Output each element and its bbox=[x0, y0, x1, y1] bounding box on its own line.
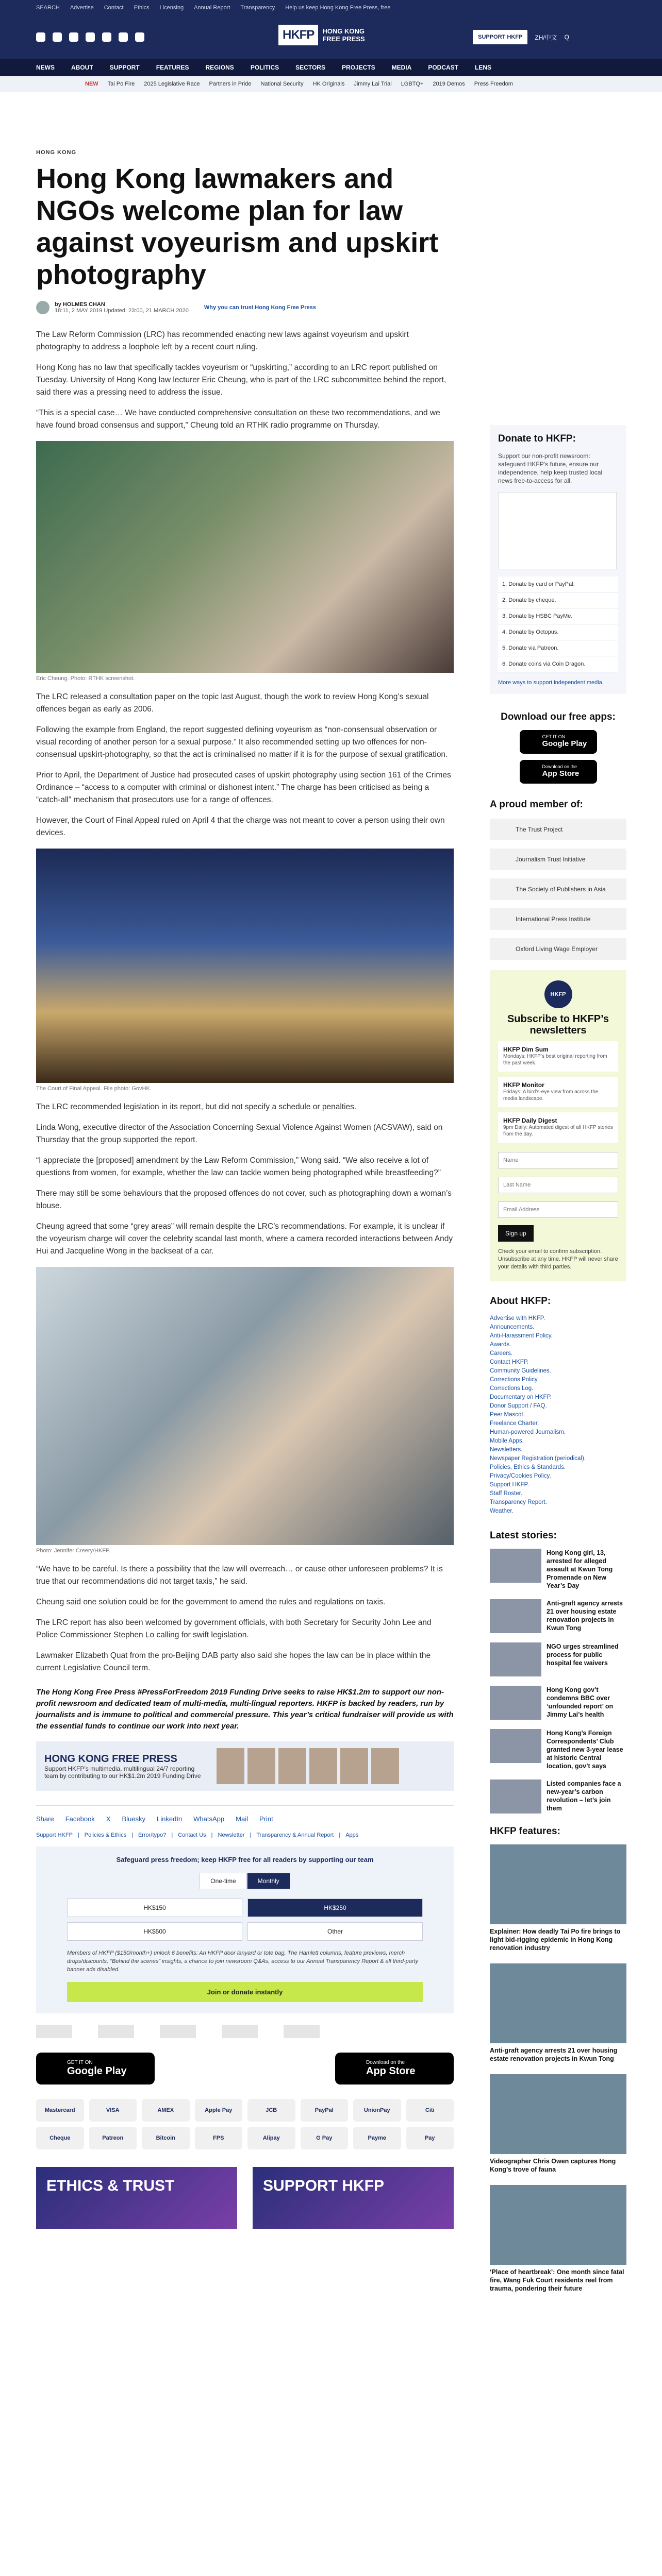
payment-payme: Payme bbox=[353, 2127, 401, 2149]
join-button[interactable]: Join or donate instantly bbox=[67, 1982, 423, 2002]
search-icon[interactable]: Q bbox=[564, 33, 569, 41]
figure bbox=[36, 849, 454, 1092]
feature-image[interactable] bbox=[490, 1844, 626, 1924]
store-name: Google Play bbox=[542, 739, 587, 748]
publish-date: 18:11, 2 MAY 2019 Updated: 23:00, 21 MARCH 2020 bbox=[55, 308, 189, 314]
trending-link[interactable]: 2019 Demos bbox=[433, 81, 465, 87]
tab-one-time[interactable]: One-time bbox=[200, 1873, 246, 1889]
about-link[interactable]: Weather. bbox=[490, 1508, 514, 1514]
member-logos bbox=[490, 819, 626, 960]
photo-smartphone[interactable] bbox=[36, 1267, 454, 1545]
story-thumbnail[interactable] bbox=[490, 1686, 541, 1720]
donate-option[interactable]: 3. Donate by HSBC PayMe. bbox=[498, 608, 618, 624]
trending-link[interactable]: 2025 Legislative Race bbox=[144, 81, 200, 87]
about-link[interactable]: Announcements. bbox=[490, 1324, 535, 1330]
newsletter-title: Subscribe to HKFP’s newsletters bbox=[507, 1013, 609, 1036]
sidebar-heading: Download our free apps: bbox=[501, 711, 616, 722]
about-link[interactable]: Newsletters. bbox=[490, 1447, 523, 1453]
donate-option[interactable]: 6. Donate coins via Coin Dragon. bbox=[498, 656, 618, 672]
donate-option[interactable]: 2. Donate by cheque. bbox=[498, 592, 618, 608]
about-link[interactable]: Staff Roster. bbox=[490, 1490, 523, 1497]
about-link[interactable]: Anti-Harassment Policy. bbox=[490, 1333, 553, 1339]
donate-option[interactable]: 4. Donate by Octopus. bbox=[498, 624, 618, 640]
donate-widget bbox=[36, 1846, 454, 2013]
payment-visa: VISA bbox=[89, 2099, 137, 2122]
photo-eric-cheung[interactable] bbox=[36, 441, 454, 673]
newsletter-name: HKFP Daily Digest bbox=[503, 1117, 557, 1124]
paragraph: Cheung agreed that some “grey areas” will remain despite the LRC’s recommendations. For example, it is unclear if the voyeurism charge will cover the celebrity scandal last month, where a camera recorded interactions between Andy Hui and Jacqueline Wong in the backseat of a car. bbox=[36, 1222, 453, 1256]
top-link[interactable]: Ethics bbox=[134, 5, 150, 11]
store-name: Google Play bbox=[67, 2065, 127, 2077]
member-logo[interactable]: International Press Institute bbox=[490, 908, 626, 930]
author-avatar bbox=[36, 301, 49, 314]
feature-title[interactable]: Videographer Chris Owen captures Hong Kong’s trove of fauna bbox=[490, 2158, 616, 2173]
paragraph: Following the example from England, the report suggested defining voyeurism as “non-consensual observation or visual recording of another person for a sexual purpose.” It also recommended setting up two offences for non-consensual upskirt-photography, so that the act is criminalised no matter if it is for the purpose of sexual gratification. bbox=[36, 725, 448, 759]
newsletter-desc: Fridays: A bird’s-eye view from across the media landscape. bbox=[503, 1089, 599, 1101]
payment-amex: AMEX bbox=[142, 2099, 190, 2122]
trending-link[interactable]: Partners in Pride bbox=[209, 81, 252, 87]
newsletter-option[interactable] bbox=[498, 1112, 618, 1143]
payment-paypal: PayPal bbox=[301, 2099, 349, 2122]
story-title[interactable]: NGO urges streamlined process for public hospital fee waivers bbox=[547, 1643, 619, 1667]
latest-stories bbox=[490, 1549, 626, 1814]
story-thumbnail[interactable] bbox=[490, 1780, 541, 1814]
newsletter-box bbox=[490, 970, 626, 1281]
newsletter-desc: 9pm Daily: Automated digest of all HKFP stories from the day. bbox=[503, 1125, 613, 1137]
payment-gpay: G Pay bbox=[301, 2127, 349, 2149]
story-thumbnail[interactable] bbox=[490, 1729, 541, 1763]
member-logo[interactable] bbox=[222, 2025, 258, 2038]
funding-drive bbox=[36, 1687, 454, 1791]
feature-image[interactable] bbox=[490, 1963, 626, 2043]
member-logo[interactable]: The Trust Project bbox=[490, 819, 626, 840]
footer-link[interactable]: Newsletter bbox=[218, 1832, 245, 1838]
top-link[interactable]: Advertise bbox=[70, 5, 94, 11]
about-link[interactable]: Peer Mascot. bbox=[490, 1412, 525, 1418]
paragraph: “This is a special case… We have conducted comprehensive consultation on these two recommendations, and we have found broad consensus and support,” Cheung told an RTHK radio programme on Thursday. bbox=[36, 409, 440, 430]
hkfp-badge: HKFP bbox=[544, 980, 572, 1008]
payment-cheque: Cheque bbox=[36, 2127, 84, 2149]
footer-link[interactable]: Policies & Ethics bbox=[84, 1832, 127, 1838]
about-link[interactable]: Transparency Report. bbox=[490, 1499, 547, 1505]
trust-link[interactable]: Why you can trust Hong Kong Free Press bbox=[204, 304, 316, 311]
nav-item[interactable]: SECTORS bbox=[295, 64, 325, 71]
name-field[interactable] bbox=[498, 1152, 618, 1168]
donate-option[interactable]: 1. Donate by card or PayPal. bbox=[498, 577, 618, 592]
team-photo bbox=[371, 1748, 399, 1784]
paragraph: Linda Wong, executive director of the Association Concerning Sexual Violence Against Women (ACSVAW), said on Thursday that the group supported the report. bbox=[36, 1123, 443, 1144]
top-link[interactable]: SEARCH bbox=[36, 5, 60, 11]
team-photo bbox=[217, 1748, 244, 1784]
story-thumbnail[interactable] bbox=[490, 1599, 541, 1633]
nav-item[interactable]: REGIONS bbox=[205, 64, 234, 71]
feature-title[interactable]: ‘Place of heartbreak’: One month since fatal fire, Wang Fuk Court residents reel from trauma, pondering their future bbox=[490, 2268, 624, 2292]
facebook-icon[interactable] bbox=[36, 32, 45, 42]
member-logo[interactable]: The Society of Publishers in Asia bbox=[490, 878, 626, 900]
trending-link[interactable]: Tai Po Fire bbox=[107, 81, 135, 87]
paragraph: “I appreciate the [proposed] amendment by the Law Reform Commission,” Wong said. “We also receive a lot of questions from women, for example, whether the law can tackle women being photographed while breastfeeding?” bbox=[36, 1156, 441, 1177]
member-logo[interactable] bbox=[98, 2025, 134, 2038]
about-link[interactable]: Support HKFP. bbox=[490, 1482, 529, 1488]
feature-title[interactable]: Anti-graft agency arrests 21 over housing estate renovation projects in Kwun Tong bbox=[490, 2047, 618, 2062]
caption: The Court of Final Appeal. File photo: GovHK. bbox=[36, 1086, 152, 1092]
payment-unionpay: UnionPay bbox=[353, 2099, 401, 2122]
amount-option[interactable]: Other bbox=[247, 1922, 423, 1941]
banner-title: HONG KONG FREE PRESS bbox=[44, 1753, 177, 1765]
story-title[interactable]: Anti-graft agency arrests 21 over housing estate renovation projects in Kwun Tong bbox=[547, 1600, 623, 1632]
amount-option[interactable]: HK$150 bbox=[67, 1899, 242, 1917]
story-title[interactable]: Hong Kong gov’t condemns BBC over ‘unfounded report’ on Jimmy Lai’s health bbox=[547, 1686, 614, 1718]
google-play-button[interactable] bbox=[520, 730, 597, 754]
app-store-button[interactable] bbox=[520, 760, 597, 784]
share-whatsapp[interactable]: WhatsApp bbox=[193, 1815, 225, 1823]
store-caption: GET IT ON bbox=[542, 734, 566, 739]
about-link[interactable]: Documentary on HKFP. bbox=[490, 1394, 552, 1400]
nav-item[interactable]: LENS bbox=[474, 64, 491, 71]
story-item[interactable] bbox=[490, 1729, 626, 1770]
store-name: App Store bbox=[366, 2065, 416, 2077]
nav-item[interactable]: POLITICS bbox=[250, 64, 279, 71]
store-caption: GET IT ON bbox=[67, 2060, 93, 2065]
main-nav bbox=[0, 59, 662, 76]
member-logo[interactable]: Oxford Living Wage Employer bbox=[490, 938, 626, 960]
signup-button[interactable]: Sign up bbox=[498, 1225, 534, 1242]
top-link[interactable]: Annual Report bbox=[194, 5, 230, 11]
about-link[interactable]: Careers. bbox=[490, 1350, 513, 1357]
trending-label: NEW bbox=[85, 81, 98, 87]
payment-pay: Pay bbox=[406, 2127, 454, 2149]
support-button[interactable]: SUPPORT HKFP bbox=[473, 30, 527, 44]
story-title[interactable]: Hong Kong girl, 13, arrested for alleged assault at Kwun Tong Promenade on New Year’s Day bbox=[547, 1549, 613, 1589]
share-bar bbox=[36, 1805, 454, 1823]
newsletter-option[interactable] bbox=[498, 1041, 618, 1072]
about-link[interactable]: Policies, Ethics & Standards. bbox=[490, 1464, 566, 1470]
about-link[interactable]: Corrections Policy. bbox=[490, 1377, 539, 1383]
about-link[interactable]: Community Guidelines. bbox=[490, 1368, 551, 1374]
caption: Photo: Jennifer Creery/HKFP. bbox=[36, 1548, 111, 1554]
footer-link[interactable]: Transparency & Annual Report bbox=[256, 1832, 334, 1838]
figure bbox=[36, 441, 454, 682]
about-link[interactable]: Human-powered Journalism. bbox=[490, 1429, 566, 1435]
about-link[interactable]: Newspaper Registration (periodical). bbox=[490, 1455, 586, 1462]
top-link[interactable]: Licensing bbox=[159, 5, 184, 11]
newsletter-name: HKFP Dim Sum bbox=[503, 1046, 549, 1053]
app-store-button[interactable] bbox=[335, 2053, 454, 2084]
paragraph: Prior to April, the Department of Justice had prosecuted cases of upskirt photography using section 161 of the Crimes Ordinance – “access to a computer with criminal or dishonest intent.” The charge has been criticised as being a “catch-all” mechanism that prosecutors use for a range of offences. bbox=[36, 771, 451, 804]
bottom-promos bbox=[36, 2167, 454, 2229]
photo-court-of-final-appeal[interactable] bbox=[36, 849, 454, 1083]
payment-mastercard: Mastercard bbox=[36, 2099, 84, 2122]
instagram-icon[interactable] bbox=[69, 32, 78, 42]
google-play-button[interactable] bbox=[36, 2053, 155, 2084]
site-logo[interactable] bbox=[278, 25, 369, 45]
donate-option[interactable]: 5. Donate via Patreon. bbox=[498, 640, 618, 656]
trending-link[interactable]: Jimmy Lai Trial bbox=[354, 81, 392, 87]
payment-citi: Citi bbox=[406, 2099, 454, 2122]
promo-ethics[interactable]: ETHICS & TRUST bbox=[36, 2167, 237, 2229]
story-title[interactable]: Hong Kong’s Foreign Correspondents’ Club granted new 3-year lease at historic Central location, gov’t says bbox=[547, 1730, 623, 1770]
about-link[interactable]: Privacy/Cookies Policy. bbox=[490, 1473, 551, 1479]
story-title[interactable]: Listed companies face a new-year’s carbon revolution – let’s join them bbox=[547, 1780, 621, 1812]
paragraph: However, the Court of Final Appeal ruled on April 4 that the charge was not meant to cover a person using their own devices. bbox=[36, 816, 445, 837]
app-buttons bbox=[36, 2053, 454, 2084]
top-utility-bar bbox=[0, 0, 662, 15]
payment-alipay: Alipay bbox=[247, 2127, 295, 2149]
article-title: Hong Kong lawmakers and NGOs welcome plan for law against voyeurism and upskirt photography bbox=[36, 163, 439, 290]
share-print[interactable]: Print bbox=[259, 1815, 273, 1823]
sidebar bbox=[490, 425, 626, 2304]
story-item[interactable] bbox=[490, 1780, 626, 1814]
caption: Eric Cheung. Photo: RTHK screenshot. bbox=[36, 675, 135, 682]
paragraph: Cheung said one solution could be for the government to amend the rules and regulations on taxis. bbox=[36, 1598, 386, 1606]
newsletter-option[interactable] bbox=[498, 1077, 618, 1107]
top-link[interactable]: Help us keep Hong Kong Free Press, free bbox=[285, 5, 391, 11]
nav-item[interactable]: PROJECTS bbox=[341, 64, 375, 71]
donate-heading: Safeguard press freedom; keep HKFP free for all readers by supporting our team bbox=[116, 1856, 374, 1863]
paragraph: “We have to be careful. Is there a possibility that the law will overreach… or cause other unforeseen problems? It is true that our recommendations did not target taxis,” he said. bbox=[36, 1565, 443, 1586]
footer-link[interactable]: Support HKFP bbox=[36, 1832, 73, 1838]
about-link[interactable]: Corrections Log. bbox=[490, 1385, 534, 1392]
tab-monthly[interactable]: Monthly bbox=[247, 1873, 290, 1889]
sidebar-heading: About HKFP: bbox=[490, 1296, 551, 1307]
figure bbox=[36, 1267, 454, 1554]
paragraph: Lawmaker Elizabeth Quat from the pro-Beijing DAB party also said she hopes the law can be in place within the current Legislative Council term. bbox=[36, 1651, 431, 1672]
article-body bbox=[36, 329, 454, 1674]
team-photo bbox=[278, 1748, 306, 1784]
paragraph: The Law Reform Commission (LRC) has recommended enacting new laws against voyeurism and upskirt photography to address a loophole left by a recent court ruling. bbox=[36, 330, 409, 351]
amount-grid bbox=[67, 1899, 423, 1941]
membership-note: Members of HKFP ($150/month+) unlock 6 benefits: An HKFP door lanyard or tote bag, The Hamlett columns, feature previews, merch drops/discounts, “Behind the scenes” insights, a chance to join newsroom Q&As, access to our Annual Transparency Report & all third-party banner ads disabled. bbox=[67, 1950, 419, 1973]
member-logo[interactable]: Journalism Trust Initiative bbox=[490, 849, 626, 870]
payment-fps: FPS bbox=[195, 2127, 243, 2149]
paragraph: There may still be some behaviours that the proposed offences do not cover, such as photographing down a woman’s blouse. bbox=[36, 1189, 452, 1210]
share-linkedin[interactable]: LinkedIn bbox=[157, 1815, 183, 1823]
paragraph: Hong Kong has no law that specifically tackles voyeurism or “upskirting,” according to an LRC report published on Tuesday. University of Hong Kong law lecturer Eric Cheung, who is part of the LRC subcommittee behind the report, said there was a pressing need to address the issue. bbox=[36, 363, 446, 397]
more-ways-link[interactable]: More ways to support independent media. bbox=[498, 680, 604, 686]
member-logo[interactable] bbox=[284, 2025, 320, 2038]
share-facebook[interactable]: Facebook bbox=[65, 1815, 95, 1823]
threads-icon[interactable] bbox=[102, 32, 111, 42]
about-link[interactable]: Contact HKFP. bbox=[490, 1359, 529, 1365]
sidebar-donate bbox=[490, 425, 626, 694]
member-logo[interactable] bbox=[36, 2025, 72, 2038]
article-column bbox=[36, 149, 454, 2229]
about-link[interactable]: Mobile Apps. bbox=[490, 1438, 524, 1444]
share-mail[interactable]: Mail bbox=[236, 1815, 248, 1823]
youtube-icon[interactable] bbox=[86, 32, 95, 42]
story-item[interactable] bbox=[490, 1686, 626, 1720]
donate-frequency-tabs bbox=[67, 1873, 423, 1889]
story-item[interactable] bbox=[490, 1599, 626, 1633]
sidebar-heading: Latest stories: bbox=[490, 1530, 557, 1541]
newsletter-desc: Mondays: HKFP’s best original reporting from the past week. bbox=[503, 1054, 607, 1066]
nav-item[interactable]: MEDIA bbox=[391, 64, 412, 71]
team-photo bbox=[309, 1748, 337, 1784]
header-actions bbox=[473, 30, 569, 44]
team-photo bbox=[247, 1748, 275, 1784]
banner-subtitle: Support HKFP’s multimedia, multilingual 24/7 reporting team by contributing to our HK$1.2m 2019 Funding Drive bbox=[44, 1765, 201, 1780]
trending-link[interactable]: HK Originals bbox=[312, 81, 345, 87]
payment-bitcoin: Bitcoin bbox=[142, 2127, 190, 2149]
paragraph: The LRC released a consultation paper on the topic last August, though the work to review Hong Kong’s sexual offences began as early as 2006. bbox=[36, 692, 429, 714]
store-caption: Download on the bbox=[366, 2060, 405, 2065]
nav-item[interactable]: PODCAST bbox=[428, 64, 458, 71]
last-name-field[interactable] bbox=[498, 1177, 618, 1193]
about-link[interactable]: Advertise with HKFP. bbox=[490, 1315, 545, 1321]
brand-bar bbox=[0, 15, 662, 59]
social-icons bbox=[36, 32, 144, 42]
footer-link[interactable]: Contact Us bbox=[178, 1832, 206, 1838]
nav-item[interactable]: ABOUT bbox=[71, 64, 93, 71]
member-logo[interactable] bbox=[160, 2025, 196, 2038]
store-name: App Store bbox=[542, 769, 580, 778]
payment-jcb: JCB bbox=[247, 2099, 295, 2122]
amount-option[interactable]: HK$500 bbox=[67, 1922, 242, 1941]
payment-applepay: Apple Pay bbox=[195, 2099, 243, 2122]
nav-item[interactable]: FEATURES bbox=[156, 64, 189, 71]
footer-links: Support HKFP | Policies & Ethics | Error/typo? | Contact Us | Newsletter | Transparency & Annual Report | Apps bbox=[36, 1832, 359, 1838]
feature-title[interactable]: Explainer: How deadly Tai Po fire brings to light bid-rigging epidemic in Hong Kong renovation industry bbox=[490, 1928, 621, 1952]
donate-qr-image[interactable] bbox=[498, 492, 617, 569]
team-photo bbox=[340, 1748, 368, 1784]
article-kicker[interactable]: HONG KONG bbox=[36, 149, 77, 156]
amount-option[interactable]: HK$250 bbox=[247, 1899, 423, 1917]
about-list bbox=[490, 1314, 626, 1516]
donate-intro: Support our non-profit newsroom: safeguard HKFP’s future, ensure our independence, help keep trusted local news free-to-access for all. bbox=[498, 452, 603, 484]
trending-link[interactable]: National Security bbox=[260, 81, 304, 87]
about-link[interactable]: Awards. bbox=[490, 1342, 511, 1348]
story-thumbnail[interactable] bbox=[490, 1549, 541, 1583]
features-list bbox=[490, 1844, 626, 2293]
about-link[interactable]: Donor Support / FAQ. bbox=[490, 1403, 547, 1409]
share-bluesky[interactable]: Bluesky bbox=[122, 1815, 145, 1823]
about-link[interactable]: Freelance Charter. bbox=[490, 1420, 539, 1427]
mail-icon[interactable] bbox=[119, 32, 128, 42]
trending-bar bbox=[0, 76, 662, 92]
newsletter-name: HKFP Monitor bbox=[503, 1081, 544, 1089]
sidebar-heading: HKFP features: bbox=[490, 1826, 560, 1837]
language-link[interactable]: ZH/中文 bbox=[535, 33, 557, 41]
story-item[interactable] bbox=[490, 1549, 626, 1590]
trending-link[interactable]: Press Freedom bbox=[474, 81, 513, 87]
promo-support[interactable]: SUPPORT HKFP bbox=[253, 2167, 454, 2229]
share-x[interactable]: X bbox=[106, 1815, 111, 1823]
nav-item[interactable]: SUPPORT bbox=[109, 64, 140, 71]
email-field[interactable] bbox=[498, 1201, 618, 1218]
feature-image[interactable] bbox=[490, 2074, 626, 2154]
top-link[interactable]: Transparency bbox=[240, 5, 275, 11]
member-logos-row bbox=[36, 2025, 454, 2038]
byline bbox=[36, 301, 454, 314]
paragraph: The LRC recommended legislation in its report, but did not specify a schedule or penalties. bbox=[36, 1103, 357, 1111]
funding-banner[interactable] bbox=[36, 1741, 454, 1791]
logo-mark: HKFP bbox=[278, 25, 318, 45]
story-thumbnail[interactable] bbox=[490, 1642, 541, 1676]
top-link[interactable]: Contact bbox=[104, 5, 124, 11]
author-name[interactable]: by HOLMES CHAN bbox=[55, 301, 105, 308]
trending-link[interactable]: LGBTQ+ bbox=[401, 81, 424, 87]
story-item[interactable] bbox=[490, 1642, 626, 1676]
newsletter-note: Check your email to confirm subscription. Unsubscribe at any time. HKFP will never share your details with third parties. bbox=[498, 1248, 618, 1270]
team-photos bbox=[217, 1748, 399, 1784]
rss-icon[interactable] bbox=[135, 32, 144, 42]
nav-item[interactable]: NEWS bbox=[36, 64, 55, 71]
share-label: Share bbox=[36, 1815, 54, 1823]
sidebar-heading: Donate to HKFP: bbox=[498, 433, 576, 444]
x-icon[interactable] bbox=[53, 32, 62, 42]
logo-text: HONG KONG FREE PRESS bbox=[322, 27, 365, 43]
sidebar-heading: A proud member of: bbox=[490, 799, 583, 810]
store-caption: Download on the bbox=[542, 764, 577, 769]
feature-image[interactable] bbox=[490, 2185, 626, 2265]
footer-link[interactable]: Error/typo? bbox=[138, 1832, 167, 1838]
funding-lead: The Hong Kong Free Press #PressForFreedom 2019 Funding Drive seeks to raise HK$1.2m to support our non-profit newsroom and dedicated team of multi-media, multi-lingual reporters. HKFP is backed by readers, run by journalists and is immune to political and commercial pressure. This year’s critical fundraiser will provide us with the essential funds to continue our work into next year. bbox=[36, 1688, 454, 1731]
payment-patreon: Patreon bbox=[89, 2127, 137, 2149]
paragraph: The LRC report has also been welcomed by government officials, with both Secretary for Security John Lee and Police Commissioner Stephen Lo calling for swift legislation. bbox=[36, 1618, 432, 1639]
payment-methods bbox=[36, 2099, 454, 2149]
footer-link[interactable]: Apps bbox=[345, 1832, 359, 1838]
